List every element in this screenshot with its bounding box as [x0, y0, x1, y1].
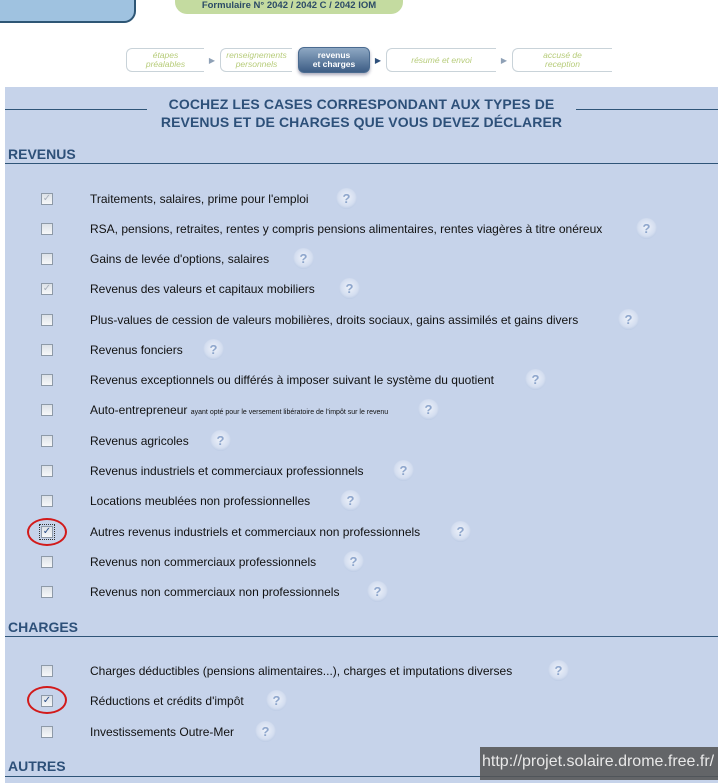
checkbox-rsa-pensions[interactable]	[41, 223, 53, 235]
checkbox-bic-professionnels[interactable]	[41, 465, 53, 477]
checkbox-plus-values[interactable]	[41, 314, 53, 326]
checkbox-traitements-salaires[interactable]: ✓	[42, 193, 52, 204]
help-icon[interactable]: ?	[336, 188, 357, 209]
list-item: Revenus industriels et commerciaux professionnels ?	[5, 460, 718, 482]
checkbox-gains-levee-options[interactable]	[41, 253, 53, 265]
list-item: ✓ Autres revenus industriels et commerciaux non professionnels ?	[5, 521, 718, 543]
declaration-panel	[5, 87, 718, 783]
section-heading-autres: AUTRES	[8, 758, 66, 774]
list-item: Revenus non commerciaux professionnels ?	[5, 551, 718, 573]
list-item: Auto-entrepreneur ayant opté pour le versement libératoire de l'impôt sur le revenu ?	[5, 399, 718, 421]
section-rule	[5, 636, 718, 637]
step-arrow-icon: ▶	[374, 55, 382, 65]
section-rule	[5, 163, 718, 164]
checkbox-revenus-exceptionnels[interactable]	[41, 374, 53, 386]
list-item: Revenus non commerciaux non professionnels ?	[5, 581, 718, 603]
help-icon[interactable]: ?	[210, 430, 231, 451]
section-heading-revenus: REVENUS	[8, 146, 76, 162]
help-icon[interactable]: ?	[393, 460, 414, 481]
help-icon[interactable]: ?	[339, 278, 360, 299]
watermark: http://projet.solaire.drome.free.fr/	[480, 747, 718, 780]
list-item: Investissements Outre-Mer ?	[5, 721, 718, 743]
step-arrow-icon: ▶	[500, 55, 508, 65]
top-left-tab	[0, 0, 136, 23]
checkbox-charges-deductibles[interactable]	[41, 665, 53, 677]
progress-steps	[126, 47, 612, 73]
checkbox-bnc-professionnels[interactable]	[41, 556, 53, 568]
help-icon[interactable]: ?	[343, 551, 364, 572]
list-item: Gains de levée d'options, salaires ?	[5, 248, 718, 270]
checkbox-bnc-non-professionnels[interactable]	[41, 586, 53, 598]
checkbox-revenus-agricoles[interactable]	[41, 435, 53, 447]
list-item: Locations meublées non professionnelles ?	[5, 490, 718, 512]
help-icon[interactable]: ?	[266, 690, 287, 711]
section-heading-charges: CHARGES	[8, 619, 79, 635]
checkbox-locations-meublees[interactable]	[41, 495, 53, 507]
help-icon[interactable]: ?	[293, 248, 314, 269]
marker-icon	[178, 0, 181, 1]
checkbox-valeurs-capitaux-mobiliers[interactable]: ✓	[42, 283, 52, 294]
help-icon[interactable]: ?	[548, 660, 569, 681]
list-item: ✓ Revenus des valeurs et capitaux mobiliers ?	[5, 278, 718, 300]
help-icon[interactable]: ?	[367, 581, 388, 602]
list-item: Charges déductibles (pensions alimentaires...), charges et imputations diverses ?	[5, 660, 718, 682]
help-icon[interactable]: ?	[340, 490, 361, 511]
list-item: Revenus agricoles ?	[5, 430, 718, 452]
step-renseignements-personnels[interactable]: renseignements personnels	[220, 48, 292, 72]
list-item: Revenus exceptionnels ou différés à imposer suivant le système du quotient ?	[5, 369, 718, 391]
help-icon[interactable]: ?	[525, 369, 546, 390]
step-resume-et-envoi[interactable]: résumé et envoi	[386, 48, 496, 72]
checkbox-auto-entrepreneur[interactable]	[41, 404, 53, 416]
list-item: RSA, pensions, retraites, rentes y compris pensions alimentaires, rentes viagères à titre onéreux ?	[5, 218, 718, 240]
step-etapes-prealables[interactable]: étapes préalables	[126, 48, 204, 72]
help-icon[interactable]: ?	[418, 399, 439, 420]
page-title: COCHEZ LES CASES CORRESPONDANT AUX TYPES DE REVENUS ET DE CHARGES QUE VOUS DEVEZ DÉCLARER	[160, 96, 563, 130]
help-icon[interactable]: ?	[203, 339, 224, 360]
step-revenus-et-charges[interactable]: revenus et charges	[298, 47, 370, 73]
checkbox-revenus-fonciers[interactable]	[41, 344, 53, 356]
form-number-badge	[175, 0, 403, 14]
form-number-text: Formulaire N° 2042 / 2042 C / 2042 IOM	[201, 0, 377, 11]
checkbox-investissements-outre-mer[interactable]	[41, 726, 53, 738]
step-arrow-icon: ▶	[208, 55, 216, 65]
list-item: Plus-values de cession de valeurs mobilières, droits sociaux, gains assimilés et gains divers ?	[5, 309, 718, 331]
help-icon[interactable]: ?	[255, 721, 276, 742]
help-icon[interactable]: ?	[618, 309, 639, 330]
checkbox-autres-bic-non-professionnels[interactable]: ✓	[42, 526, 52, 537]
help-icon[interactable]: ?	[636, 218, 657, 239]
checkbox-reductions-credits-impot[interactable]: ✓	[42, 695, 52, 706]
list-item: ✓ Traitements, salaires, prime pour l'emploi ?	[5, 188, 718, 210]
list-item: Revenus fonciers ?	[5, 339, 718, 361]
list-item: ✓ Réductions et crédits d'impôt ?	[5, 690, 718, 712]
step-accuse-de-reception[interactable]: accusé de reception	[512, 48, 612, 72]
help-icon[interactable]: ?	[450, 521, 471, 542]
